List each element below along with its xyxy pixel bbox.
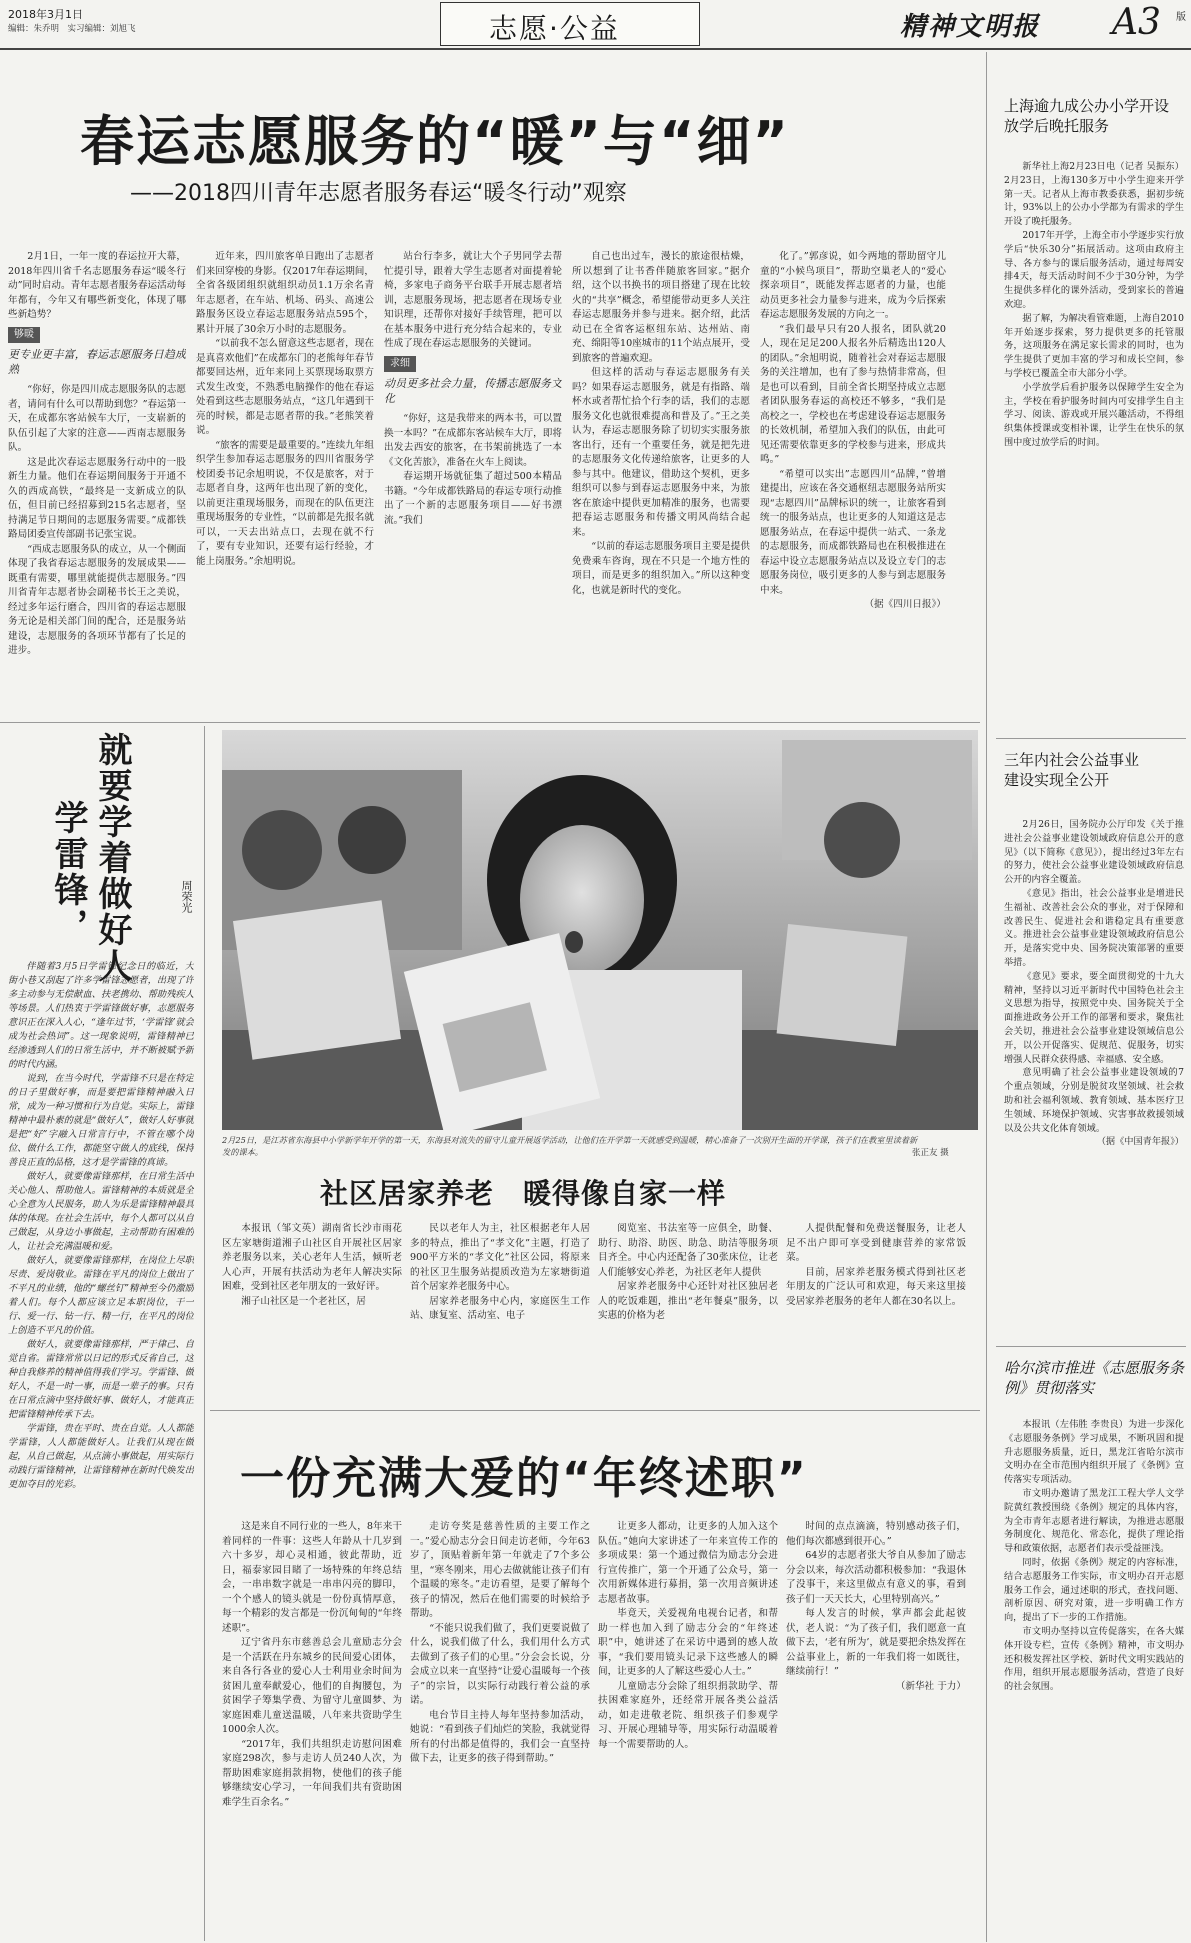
yearend-column-3 [598, 1520, 778, 1935]
paragraph: 目前，居家养老服务模式得到社区老年朋友的广泛认可和欢迎，每天来这里接受居家养老服务的老年人都在30名以上。 [786, 1266, 966, 1307]
lead-column-5 [760, 250, 946, 720]
paragraph: 毕竟天，关爱视角电视台记者，和帮助一样也加入到了励志分会的“年终述职”中，她讲述了在采访中遇到的感人故事，“我们要用镜头记录下这些感人的瞬间，让更多的人了解这些爱心人士。” [598, 1608, 778, 1677]
paragraph: “西成志愿服务队的成立，从一个侧面体现了我省春运志愿服务的发展成果——既重有需要，哪里就能提供志愿服务。”四川省青年志愿者协会副秘书长王之美说，经过多年运行磨合，四川省的春运志愿服务无论是相关部门间的配合，还是服务站建设，志愿服务的各项环节都有了长足的进步。 [8, 543, 186, 656]
sidebar-rule [996, 1346, 1186, 1347]
paragraph: 时间的点点滴滴，特别感动孩子们，他们每次都感到很开心。” [786, 1521, 966, 1547]
lead-bottom-rule [0, 722, 980, 723]
source-line: （新华社 于力） [895, 1680, 966, 1692]
paragraph: 居家养老服务中心内，家庭医生工作站、康复室、活动室、电子 [410, 1295, 590, 1321]
lead-column-3 [384, 250, 562, 720]
sidebar-article-2-body [1004, 818, 1184, 1338]
paragraph: 湘子山社区是一个老社区，居 [241, 1295, 366, 1307]
paragraph: 伴随着3月5日学雷锋纪念日的临近，大街小巷又刮起了许多学雷锋志愿者，出现了许多主动参与无偿献血、扶老携幼、帮助残疾人等场景。人们热衷于学雷锋做好事，志愿服务意识正在深入人心，“逢年过节，‘学雷锋’就会成为社会热词”。这一现象说明，雷锋精神已经渗透到人们的日常生活中，并不断被赋予新的时代内涵。 [8, 961, 194, 1070]
lead-column-1 [8, 250, 186, 720]
opinion-author: 周荣光 [180, 880, 193, 913]
header-rule [0, 48, 1191, 50]
paragraph: 但这样的活动与春运志愿服务有关吗？如果春运志愿服务，就是有指路、端杯水或者帮忙拾个行李的话，我们的志愿服务文化也就很难提高和普及了。”王之美认为，春运志愿服务除了切切实实服务旅客出行，还有一个重要任务，就是把先进的志愿服务文化传递给旅客，让更多的人参与其中。他建议，借助这个契机，更多组织可以参与到春运志愿服务中来，为旅客在旅途中提供更加精准的服务，也需要把春运志愿服务和传播文明风尚结合起来。 [572, 367, 750, 538]
paragraph: 意见明确了社会公益事业建设领域的7个重点领域，分别是脱贫攻坚领域、社会救助和社会福利领域、教育领域、基本医疗卫生领域、环境保护领域、灾害事故救援领域以及公共文化体育领域。 [1004, 1067, 1184, 1134]
paragraph: 电台节目主持人每年坚持参加活动，她说：“看到孩子们灿烂的笑脸，我就觉得所有的付出都是值得的，我们会一直坚持做下去，让更多的孩子得到帮助。” [410, 1709, 590, 1764]
yearend-column-2 [410, 1520, 590, 1935]
sidebar-rule [996, 738, 1186, 739]
section-subhead: 动员更多社会力量，传播志愿服务文化 [384, 377, 562, 405]
section-tag: 求细 [384, 356, 416, 373]
paragraph: 市文明办邀请了黑龙江工程大学人文学院黄红教授围绕《条例》规定的具体内容，为全市青年志愿者进行解读，为推进志愿服务制度化、规范化、常态化，提供了理论指导和政策依据，志愿者们表示受益匪浅。 [1004, 1487, 1184, 1555]
classmate-book [233, 900, 401, 1060]
paragraph: 自己也出过车，漫长的旅途很枯燥，所以想到了让书香伴随旅客回家。”据介绍，这个以书换书的项目搭建了现在比较火的“共享”概念，希望能带动更多人关注春运志愿服务并参与进来。据介绍，此活动已在全省客运枢纽东站、达州站、南充、绵阳等10座城市的11个站点展开，受到旅客的普遍欢迎。 [572, 251, 750, 364]
paragraph: 2月26日，国务院办公厅印发《关于推进社会公益事业建设领域政府信息公开的意见》（以下简称《意见》），提出经过3年左右的努力，使社会公益事业建设领域政府信息公开的内容全覆盖。 [1004, 819, 1184, 886]
paragraph: 这是来自不同行业的一些人，8年来干着同样的一件事：这些人年龄从十几岁到六十多岁，却心灵相通，彼此帮助，近日，福泰家园目睹了一场特殊的年终总结会，一串串数字就是一串串闪亮的脚印，一个个感人的镜头就是一份份真情厚意，每一个精彩的发言都是一份沉甸甸的“年终述职”。 [222, 1521, 402, 1634]
paragraph: “以前的春运志愿服务项目主要是提供免费乘车咨询，现在不只是一个地方性的项目，而是更多的组织加入。”所以这种变化，也就是新时代的变化。 [572, 541, 750, 596]
elderly-column-3 [598, 1222, 778, 1402]
paragraph: 这是此次春运志愿服务行动中的一股新生力量。他们在春运期间服务于开通不久的西成高铁，“最终是一支新成立的队伍，但目前已经招募到215名志愿者，坚持满足节日期间的志愿服务需要。”成都铁路局团委宣传部副书记张宝说。 [8, 456, 186, 540]
paragraph: 市文明办坚持以宣传促落实，在各大媒体开设专栏，宣传《条例》精神，市文明办还积极发挥社区学校、新时代文明实践站的作用，组织开展志愿服务活动，营造了良好的社会氛围。 [1004, 1625, 1184, 1693]
sidebar-divider [986, 52, 987, 1942]
elderly-column-4 [786, 1222, 966, 1402]
section-name: 志愿·公益 [489, 12, 620, 45]
paragraph: 近年来，四川旅客单日跑出了志愿者们来回穿梭的身影。仅2017年春运期间，全省各级团组织就组织动员1.1万余名青年志愿者，在车站、机场、码头、高速公路服务区设立春运志愿服务站点595个，累计开展了30余万小时的志愿服务。 [196, 251, 374, 335]
header-date: 2018年3月1日 [8, 8, 83, 21]
paragraph: “希望可以实出”志愿四川“品牌，”曾增建提出，应该在各交通枢纽志愿服务站所实现“志愿四川”品牌标识的统一，让旅客看到统一的服务站点，也让更多的人知道这是志愿服务站点，在春运中提供一站式、一条龙的志愿服务，而成都铁路局也在积极推进在春运中设立志愿服务站点以及设立专门的志愿服务岗位，吸引更多的人参与到志愿服务中来。 [760, 468, 946, 596]
lead-subtitle: ——2018四川青年志愿者服务春运“暖冬行动”观察 [130, 181, 627, 206]
page-number: A3 [1112, 2, 1161, 43]
paragraph: “你好，你是四川成志愿服务队的志愿者，请问有什么可以帮助到您？”春运第一天，在成都东客站候车大厅，一支崭新的队伍引起了大家的注意——西南志愿服务队。 [8, 384, 186, 453]
yearend-title: 一份充满大爱的“年终述职” [240, 1453, 808, 1504]
paragraph: 站台行李多，就让大个子男同学去帮忙提引导，跟着大学生志愿者对面提着轮椅，多家电子商务平台联手开展志愿者培训，志愿服务现场，把志愿者在现场专业知识理，还帮你对接好手续管理，把可以在基本服务中进行充分结合起来的，专业性成了现在春运志愿服务的关键词。 [384, 251, 562, 349]
lead-column-4 [572, 250, 750, 720]
paragraph: 本报讯（邹文英）湖南省长沙市雨花区左家塘街道湘子山社区自开展社区居家养老服务以来，关心老年人生活，倾听老人心声，开展有扶活动为老年人解决实际困难，受到社区老年朋友的一致好评。 [222, 1223, 402, 1292]
section-tag: 够暖 [8, 327, 40, 344]
paragraph: 学雷锋，贵在平时、贵在自觉。人人都能学雷锋，人人都能做好人。让我们从现在做起，从自己做起，从点滴小事做起，用实际行动践行雷锋精神，让雷锋精神在新时代焕发出更加夺目的光彩。 [8, 1423, 194, 1490]
sidebar-article-3-body [1004, 1418, 1184, 1933]
elderly-column-1 [222, 1222, 402, 1402]
paragraph: 《意见》指出，社会公益事业是增进民生福祉、改善社会公众的事业，对于保障和改善民生、促进社会和谐稳定具有重要意义。推进社会公益事业建设领域政府信息公开，是落实党中央、国务院决策部署的重要举措。 [1004, 887, 1184, 968]
sidebar-article-1-title: 上海逾九成公办小学开设放学后晚托服务 [1004, 97, 1170, 135]
student-head [338, 806, 406, 874]
paragraph: 走访夸奖是慈善性质的主要工作之一。”爱心励志分会日间走访老师，今年63岁了，顶贴着新年第一年就走了7个多公里，“寒冬刚来，用心去做就能让孩子们有个温暖的寒冬。”走访看望，是要了解每个孩子的情况，然后在他们需要的时候给予帮助。 [410, 1521, 590, 1619]
section-banner [440, 2, 700, 46]
source-line: （据《四川日报》） [864, 599, 946, 610]
student-head [824, 802, 900, 878]
sidebar-article-2-title: 三年内社会公益事业建设实现全公开 [1004, 751, 1140, 789]
paragraph: 人提供配餐和免费送餐服务，让老人足不出户即可享受到健康营养的家常饭菜。 [786, 1223, 966, 1263]
paragraph: “不能只说我们做了，我们更要说做了什么，说我们做了什么，我们用什么方式去做到了孩子们的心里。”分会会长说，分会成立以来一直坚持“让爱心温暖每一个孩子”的宗旨，以实际行动践行着公益的承诺。 [410, 1622, 590, 1706]
yearend-column-1 [222, 1520, 402, 1935]
paragraph: “旅客的需要是最重要的。”连续九年组织学生参加春运志愿服务的四川省服务学校团委书记余旭明说，不仅是旅客，对于志愿者自身，这两年也出现了新的变化，以前更注重现场服务，而现在的队伍更注重现场服务的专业性，“以前都是先报名就可以，一天去出站点口，去现在就不行了，要有专业知识，还要有运行经验，才能上岗服务。”余旭明说。 [196, 439, 374, 567]
paragraph: 同时，依据《条例》规定的内容标准，结合志愿服务工作实际，市文明办召开志愿服务工作会，通过述职的形式，查找问题、剖析原因、研究对策，进一步明确工作方向，提出了下一步的工作措施。 [1004, 1556, 1184, 1624]
paragraph: “2017年，我们共组织走访慰问困难家庭298次，参与走访人员240人次，为帮助困难家庭捐款捐物，使他们的孩子能够继续安心学习，一年间我们共有资助困难学生百余名。” [222, 1738, 402, 1808]
elderly-column-2 [410, 1222, 590, 1402]
sidebar-article-3-title: 哈尔滨市推进《志愿服务条例》贯彻落实 [1004, 1359, 1185, 1397]
newspaper-name: 精神文明报 [900, 12, 1041, 42]
elderly-title: 社区居家养老 暖得像自家一样 [320, 1177, 727, 1210]
paragraph: 每人发言的时候，掌声都会此起彼伏，老人说：“为了孩子们，我们愿意一直做下去，‘老有所为’，就是要把余热发挥在公益事业上，新的一年我们将一如既往，继续前行！” [786, 1608, 966, 1677]
header-editors: 编辑：朱乔明 实习编辑：刘旭飞 [8, 24, 136, 34]
paragraph: 做好人，就要像雷锋那样，在岗位上尽职尽责、爱岗敬业。雷锋在平凡的岗位上做出了不平凡的业绩，他的“螺丝钉”精神至今仍激励着人们。每个人都应该立足本职岗位，干一行、爱一行、钻一行、精一行，在平凡的岗位上创造不平凡的价值。 [8, 1255, 194, 1336]
classmate-book [777, 924, 908, 1046]
paragraph: 做好人，就要像雷锋那样，在日常生活中关心他人、帮助他人。雷锋精神的本质就是全心全意为人民服务，助人为乐是雷锋精神最具体的体现。在社会生活中，每个人都可以从自己做起，从身边小事做起，主动帮助有困难的人，让社会充满温暖和爱。 [8, 1171, 194, 1252]
paragraph: 《意见》要求，要全面贯彻党的十九大精神，坚持以习近平新时代中国特色社会主义思想为指导，按照党中央、国务院关于全面推进政务公开工作的部署和要求，聚焦社会关切，推进社会公益事业建设领域信息公开，以公开促落实、促规范、促服务，切实增强人民群众获得感、幸福感、安全感。 [1004, 970, 1184, 1065]
banner-slash-icon [449, 3, 461, 45]
paragraph: 阅览室、书法室等一应俱全，助餐、助行、助浴、助医、助急、助洁等服务项目齐全。中心内还配备了30张床位，让老人们能够安心养老，为社区老年人提供 [598, 1223, 778, 1278]
paragraph: 儿童励志分会除了组织捐款助学、帮扶困难家庭外，还经常开展各类公益活动，如走进敬老院、组织孩子们参观学习、开展心理辅导等，用实际行动温暖着每一个需要帮助的人。 [598, 1680, 778, 1750]
paragraph: 据了解，为解决看管难题，上海自2010年开始逐步探索，努力提供更多的托管服务，这项服务在满足家长需求的同时，也为学生提供了更加丰富的学习和成长空间，参与学校已覆盖全市大部分小学。 [1004, 312, 1184, 379]
paragraph: 民以老年人为主，社区根据老年人居多的特点，推出了“孝文化”主题，打造了900平方米的“孝文化”社区公园，将原来的社区卫生服务站提质改造为左家塘街道首个居家养老服务中心。 [410, 1223, 590, 1292]
paragraph: 居家养老服务中心还针对社区独居老人的吃饭难题，推出“老年餐桌”服务，以实惠的价格为老 [598, 1281, 778, 1321]
elderly-bottom-rule [210, 1410, 980, 1411]
paragraph: 让更多人都动，让更多的人加入这个队伍。”她向大家讲述了一年来宣传工作的多项成果：第一个通过微信为励志分会进行宣传推广，第一个开通了公众号，第一次用新媒体进行募捐，第一次用音频讲述志愿者故事。 [598, 1521, 778, 1605]
opinion-title-line1: 就要学着做好人 [92, 732, 132, 984]
paragraph: 小学放学后看护服务以保障学生安全为主，学校在看护服务时间内可安排学生自主学习、阅读、游戏或开展兴趣活动，不得组织集体授课或变相补课，让学生在快乐的氛围中度过放学后的时间。 [1004, 381, 1184, 448]
page-number-suffix: 版 [1176, 12, 1186, 23]
classroom-photo-illustration [222, 730, 978, 1130]
paragraph: 2017年开学，上海全市小学逐步实行放学后“快乐30分”拓展活动。这项由政府主导、各方参与的课后服务活动，通过每周安排4天，每天活动时间不少于30分钟，为学生提供多样化的课外活动，受到家长的普遍欢迎。 [1004, 229, 1184, 310]
photo-caption: 2月25日，是江苏省东海县中小学新学年开学的第一天，东海县对流失的留守儿童开展返学活动，让他们在开学第一天就感受到温暖，精心准备了一次别开生面的开学课，孩子们在教室里读着新发的课本。 [222, 1135, 918, 1157]
paragraph: 新华社上海2月23日电（记者 吴振东）2月23日，上海130多万中小学生迎来开学第一天。记者从上海市教委获悉，据初步统计，93%以上的公办小学都为有需求的学生开设了晚托服务。 [1004, 161, 1184, 228]
paragraph: “我们最早只有20人报名，团队就20人，现在足足200人报名外后精选出120人的团队。”余旭明说，随着社会对春运志愿服务的关注增加，也有了参与热情非常高，但是也可以看到，目前全省长期坚持成立志愿者团队服务春运的高校还不够多，“我们是高校之一，学校也在考虑建设春运志愿服务的长效机制，希望加入我们的队伍，由此可见还需要依靠更多的学校参与进来，形成共鸣。” [760, 323, 946, 465]
paragraph: 本报讯（左伟胜 李贵良）为进一步深化《志愿服务条例》学习成果，不断巩固和提升志愿服务质量，近日，黑龙江省哈尔滨市文明办在全市范围内组织开展了《条例》宣传落实专项活动。 [1004, 1419, 1184, 1486]
paragraph: “你好，这是我带来的两本书，可以置换一本吗？”在成都东客站候车大厅，即将出发去西安的旅客，在书架前挑选了一本《文化苦旅》，准备在火车上阅读。 [384, 413, 562, 468]
paragraph: 2月1日，一年一度的春运拉开大幕，2018年四川省千名志愿服务春运“暖冬行动”同时启动。青年志愿者服务春运活动每年都有，今年又有哪些新变化，体现了哪些新趋势？ [8, 251, 186, 320]
paragraph: 做好人，就要像雷锋那样，严于律己、自觉自省。雷锋常常以日记的形式反省自己，这种自我修养的精神值得我们学习。学雷锋、做好人，不是一时一事，而是一辈子的事。只有在日常点滴中坚持做好事、做好人，才能真正把雷锋精神传承下去。 [8, 1339, 194, 1420]
sidebar-article-1-body [1004, 160, 1184, 730]
lead-column-2 [196, 250, 374, 720]
opinion-column [8, 960, 194, 1935]
paragraph: 辽宁省丹东市慈善总会儿童励志分会是一个活跃在丹东城乡的民间爱心团体，来自各行各业的爱心人士利用业余时间为贫困儿童奉献爱心，他们的自掏腰包，为贫困学子筹集学费、为留守儿童圆梦、为家庭困难儿童送温暖，八年来共资助学生1000余人次。 [222, 1637, 402, 1735]
section-subhead: 更专业更丰富，春运志愿服务日趋成熟 [8, 348, 186, 376]
paragraph: “以前我不怎么留意这些志愿者，现在是真喜欢他们”在成都东门的老熊每年春节都要回达州，近年来同上买票现场取票方式发生改变，不熟悉电脑操作的他在春运处看到这些志愿服务站点，“这几年遇到干亮的时候，都是志愿者帮的我。”老熊笑着说。 [196, 338, 374, 436]
opinion-divider [204, 726, 205, 1941]
lead-title: 春运志愿服务的“暖”与“细” [80, 110, 790, 173]
student-head [242, 810, 322, 890]
paragraph: 64岁的志愿者张大爷自从参加了励志分会以来，每次活动都积极参加：“我退休了没事干，来这里做点有意义的事，看到孩子们一天天长大，心里特别高兴。” [786, 1550, 966, 1605]
photo-credit: 张正友 摄 [912, 1148, 949, 1158]
paragraph: 化了。”郭彦说，如今两地的帮助留守儿童的“小候鸟项目”，帮助空巢老人的“爱心探亲项目”，既能发挥志愿者的力量，也能动员更多社会力量参与进来，成为今后探索春运志愿服务发展的方向之一。 [760, 251, 946, 320]
girl-mouth [565, 931, 583, 953]
paragraph: 春运期开场就征集了超过500本精品书籍。“今年成都铁路局的春运专项行动推出了一个新的志愿服务项目——好书漂流。”我们 [384, 471, 562, 526]
source-line: （据《中国青年报》） [1096, 1136, 1184, 1148]
paragraph: 说到，在当今时代，学雷锋不只是在特定的日子里做好事，而是要把雷锋精神融入日常，成为一种习惯和行为自觉。实际上，雷锋精神中最朴素的就是“做好人”，做好人好事就是把“好”字融入日常言行中，不管在哪个岗位、做什么工作，都能坚守做人的底线，保持善良正直的品格，这才是学雷锋的真谛。 [8, 1073, 194, 1168]
yearend-column-4 [786, 1520, 966, 1935]
opinion-title-line2: 学雷锋， [48, 800, 88, 944]
news-photo [222, 730, 978, 1130]
